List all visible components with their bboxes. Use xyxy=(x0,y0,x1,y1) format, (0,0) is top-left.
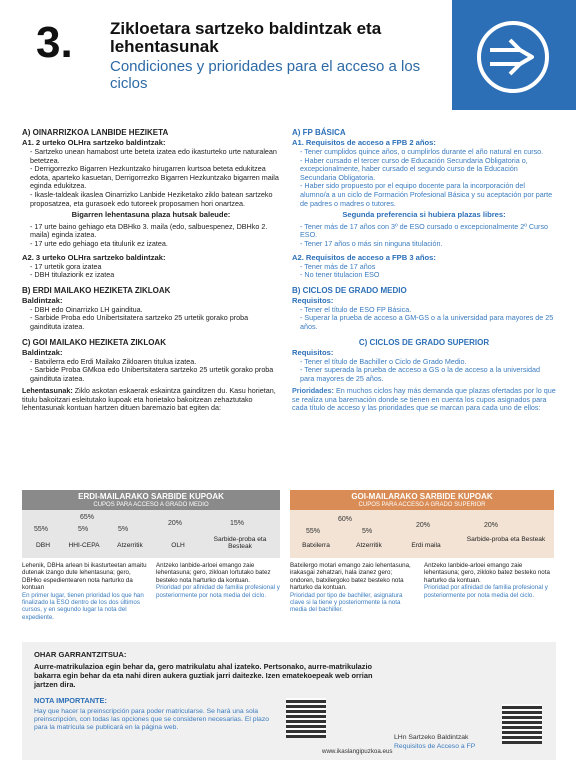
quota-label: Erdi maila xyxy=(411,542,441,549)
requirements-link-basque[interactable]: LHn Sartzeko Baldintzak xyxy=(394,734,469,741)
note-basque: Antzeko lanbide-arloei emango zaie lehentasuna; gero, zikloko batez besteko nota harturko da kontuan. xyxy=(424,562,550,584)
list-item: - DBH edo Oinarrizko LH gainditua. xyxy=(30,304,143,314)
quota-pct: 20% xyxy=(484,522,499,529)
note-basque: Antzeko lanbide-arloei emango zaie lehentasuna; gero, zikloan lortutako batez besteko nota harturko da kontuan. xyxy=(156,562,271,584)
left-priorities xyxy=(22,387,280,413)
gs-quota-title: GOI-MAILARAKO SARBIDE KUPOAK xyxy=(351,492,493,501)
left-c-title: C) GOI MAILAKO HEZIKETA ZIKLOAK xyxy=(22,337,166,347)
left-b-label: Baldintzak: xyxy=(22,295,63,305)
gs-quota-band xyxy=(290,490,554,510)
list-item: - Ikasle-taldeak ikaslea Oinarrizko Lanbide Heziketako ziklo batean sartzeko proposatzea, eta gurasoek edo tutoreek proposamen hori onartzea. xyxy=(30,189,273,208)
list-item: - No tener titulacion ESO xyxy=(300,270,380,280)
header-logo-block xyxy=(452,0,576,110)
important-text-spanish: Hay que hacer la preinscripción para poder matricularse. Se hará una sola preinscripción, con todas las opciones que se consideren necesarias. El plazo para la matrícula se publicará en la página web. xyxy=(34,708,270,731)
list-item: - Tener superada la prueba de acceso a GS o la de acceso a la universidad para mayores de 25 años. xyxy=(300,365,541,383)
note-spanish: Prioridad por afinidad de familia profesional y posteriormente por nota media del ciclo. xyxy=(156,584,280,599)
right-c-label: Requisitos: xyxy=(292,347,334,357)
list-item: - 17 urte edo gehiago eta titulurik ez izatea. xyxy=(30,238,168,248)
gm-quota-subtitle: CUPOS PARA ACCESO A GRADO MEDIO xyxy=(93,502,209,508)
quota-label: HHI-CEPA xyxy=(68,542,100,549)
gs-quota-top-pct: 60% xyxy=(338,516,353,523)
important-title-basque: OHAR GARRANTZITSUA: xyxy=(34,650,127,659)
right-a1-sub: Segunda preferencia si hubiera plazas libres: xyxy=(342,210,506,220)
important-text-basque: Aurre-matrikulazioa egin behar da, gero matrikulatu ahal izateko. Pertsonako, aurre-matrikulazio bakarra egin behar da eta nahi diren aukera guztiak jarri daitezke. Izen ematekoepeak web orrian jartzen dira. xyxy=(34,662,373,689)
list-item: - Sarbide Proba edo Unibertsitatera sartzeko 25 urtetik gorako proba gaindituta izatea. xyxy=(30,313,249,331)
note-basque: Lehenik, DBHa arlean bi ikasturteetan amaitu dutenak izango dute lehentasuna; gero, DBHko espedientearen nota harturko da kontuan xyxy=(22,562,147,592)
list-item: - Batxilerra edo Erdi Mailako Zikloaren titulua izatea. xyxy=(30,356,197,366)
page-header xyxy=(0,0,576,110)
quota-note xyxy=(290,562,418,614)
right-b-label: Requisitos: xyxy=(292,295,334,305)
right-a2-title: A2. Requisitos de acceso a FPB 3 años: xyxy=(292,252,436,262)
important-title-spanish: NOTA IMPORTANTE: xyxy=(34,696,107,705)
quota-label: Atzerritik xyxy=(117,542,143,549)
list-item: - Derrigorrezko Bigarren Hezkuntzako hirugarren kurtsoa beteta edukitzea edota, aparteko kasuetan, Derrigorrezko Bigarren Hezkuntzako bigarren maila eginda edukitzea. xyxy=(30,164,279,191)
priorities-text: Ziklo askotan eskaerak eskaintza gainditzen du. Kasu horietan, titulu bakoitzari esleitutako kupoak eta horietako bakoitzean zehaztutako lehentasunak kontuan hartzen dituen baremazio bat egiten da: xyxy=(22,386,276,413)
list-item: - Tener el título de Bachiller o Ciclo de Grado Medio. xyxy=(300,356,467,366)
qr-code-icon[interactable] xyxy=(286,698,326,738)
priorities-text: En muchos ciclos hay más demanda que plazas ofertadas por lo que se realiza una baremación donde se tienen en cuenta los cupos asignados para cada título de acceso y las prioridades que se marcan para cada uno de ellos: xyxy=(292,386,556,413)
note-basque: Batxilergo motari emango zaio lehentasuna, irakasgai zehatzari, hala izanez gero; ondoren, batxilergoko batez besteko nota harturko da kontuan. xyxy=(290,562,411,592)
quota-pct: 15% xyxy=(230,520,245,527)
left-a1-title: A1. 2 urteko OLHra sartzeko baldintzak: xyxy=(22,138,166,147)
gm-quota-panel xyxy=(22,490,280,558)
right-a1-title: A1. Requisitos de acceso a FPB 2 años: xyxy=(292,138,436,147)
gm-quota-title: ERDI-MAILARAKO SARBIDE KUPOAK xyxy=(78,492,224,501)
priorities-label: Lehentasunak: xyxy=(22,386,73,396)
quota-note xyxy=(424,562,554,599)
spanish-column xyxy=(292,122,556,413)
left-a1-sub: Bigarren lehentasuna plaza hutsak baleude: xyxy=(71,210,231,220)
list-item: - Tener 17 años o más sin ninguna titulación. xyxy=(300,238,443,248)
quota-pct: 20% xyxy=(168,520,183,527)
gs-quota-panel xyxy=(290,490,554,558)
arrow-circle-icon xyxy=(470,14,556,100)
left-a2-title: A2. 3 urteko OLHra sartzeko baldintzak: xyxy=(22,252,166,262)
quota-label: Sarbide-proba eta Besteak xyxy=(466,536,546,543)
list-item: - Superar la prueba de acceso a GM-GS o a la universidad para mayores de 25 años. xyxy=(300,313,554,331)
qr-code-icon[interactable] xyxy=(502,704,542,744)
quota-label: OLH xyxy=(171,542,185,549)
quota-pct: 5% xyxy=(118,526,129,533)
right-b-title: B) CICLOS DE GRADO MEDIO xyxy=(292,285,407,295)
list-item: - Tener cumplidos quince años, o cumplirlos durante el año natural en curso. xyxy=(300,147,544,156)
list-item: - Tener más de 17 años con 3º de ESO cursado o excepcionalmente 2º Curso ESO. xyxy=(300,221,549,240)
note-spanish: En primer lugar, tienen prioridad los que han finalizado la ESO dentro de los dos últimos cursos, y en segundo lugar la nota del expediente. xyxy=(22,591,144,621)
title-spanish: Condiciones y prioridades para el acceso a los ciclos xyxy=(110,58,421,92)
list-item: - Haber cursado el tercer curso de Educación Secundaria Obligatoria o, excepcionalmente, haber cursado el segundo curso de la Educación Secundaria Obligatoria. xyxy=(300,155,528,182)
left-b-title: B) ERDI MAILAKO HEZIKETA ZIKLOAK xyxy=(22,285,171,295)
quota-pct: 20% xyxy=(416,522,431,529)
list-item: - Tener más de 17 años xyxy=(300,261,376,271)
right-c-title: C) CICLOS DE GRADO SUPERIOR xyxy=(358,337,490,347)
left-a-title: A) OINARRIZKOA LANBIDE HEZIKETA xyxy=(22,128,169,137)
priorities-label: Prioridades: xyxy=(292,386,334,396)
website-link[interactable]: www.ikaslangipuzkoa.eus xyxy=(322,748,393,755)
gm-quota-band xyxy=(22,490,280,510)
list-item: - Sartzeko unean hamabost urte beteta izatea edo ikasturteko urte naturalean betetzea. xyxy=(30,147,277,165)
requirements-link-spanish[interactable]: Requisitos de Acceso a FP xyxy=(394,743,476,750)
left-c-label: Baldintzak: xyxy=(22,347,63,357)
basque-column xyxy=(22,122,280,413)
right-a-title: A) FP BÁSICA xyxy=(292,128,346,137)
list-item: - Tener el título de ESO FP Básica. xyxy=(300,304,412,314)
gs-quota-subtitle: CUPOS PARA ACCESO A GRADO SUPERIOR xyxy=(358,502,486,508)
note-spanish: Prioridad por afinidad de familia profesional y posteriormente por nota media del ciclo. xyxy=(424,584,548,599)
quota-label: DBH xyxy=(36,542,50,549)
quota-pct: 5% xyxy=(78,526,89,533)
note-spanish: Prioridad por tipo de bachiller, asignatura clave si la tiene y posteriormente la nota media del bachiller. xyxy=(290,591,403,614)
quota-label: Sarbide-proba eta Besteak xyxy=(213,536,267,550)
right-priorities xyxy=(292,387,556,413)
list-item: - Haber sido propuesto por el equipo docente para la incorporación del alumno/a a un ciclo de Formación Profesional Básica y su aceptación por parte de padres o madres o tutores. xyxy=(300,181,553,208)
list-item: - Sarbide Proba GMkoa edo Unibertsitatera sartzeko 25 urtetik gorako proba gaindituta izatea. xyxy=(30,365,274,383)
list-item: - 17 urte baino gehiago eta DBHko 3. maila (edo, salbuespenez, DBHko 2. maila) eginda izatea. xyxy=(30,221,268,240)
gm-quota-top-pct: 65% xyxy=(80,514,95,521)
quota-pct: 55% xyxy=(306,528,321,535)
quota-pct: 5% xyxy=(362,528,373,535)
title-basque: Zikloetara sartzeko baldintzak eta lehentasunak xyxy=(110,19,382,56)
quota-label: Batxilerra xyxy=(302,542,330,549)
quota-note xyxy=(22,562,150,621)
section-number: 3. xyxy=(36,18,73,67)
list-item: - 17 urtetik gora izatea xyxy=(30,261,102,271)
quota-label: Atzerritik xyxy=(356,542,382,549)
important-note-box xyxy=(22,642,556,760)
list-item: - DBH titulaziorik ez izatea xyxy=(30,270,115,280)
quota-pct: 55% xyxy=(34,526,49,533)
quota-note xyxy=(156,562,280,599)
